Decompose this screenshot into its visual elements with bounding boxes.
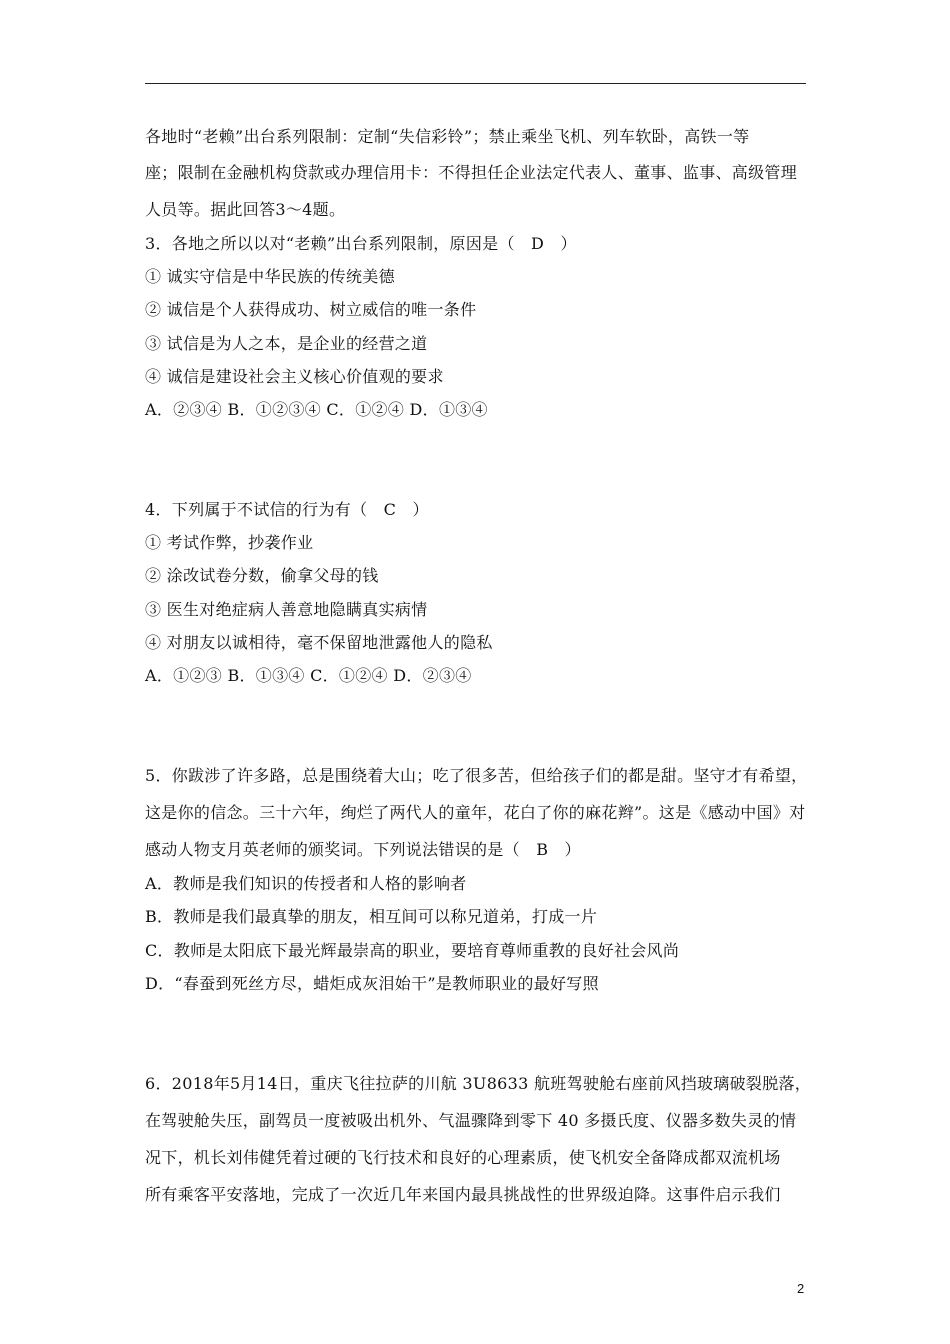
- question-3-option-4: ④ 诚信是建设社会主义核心价值观的要求: [145, 367, 444, 386]
- question-5-stem-line-2: 这是你的信念。三十六年，绚烂了两代人的童年，花白了你的麻花辫”。这是《感动中国》对: [145, 803, 806, 822]
- question-5-option-c: C．教师是太阳底下最光辉最崇高的职业，要培育尊师重教的良好社会风尚: [145, 941, 680, 960]
- intro-line-3: 人员等。据此回答3～4题。: [145, 200, 346, 219]
- question-5-option-b: B．教师是我们最真挚的朋友，相互间可以称兄道弟，打成一片: [145, 907, 598, 926]
- question-3-option-2: ② 诚信是个人获得成功、树立威信的唯一条件: [145, 300, 477, 319]
- question-6-stem-line-2: 在驾驶舱失压，副驾员一度被吸出机外、气温骤降到零下 40 多摄氏度、仪器多数失灵的情: [145, 1111, 797, 1130]
- question-4-option-3: ③ 医生对绝症病人善意地隐瞒真实病情: [145, 600, 428, 619]
- question-6-stem-line-4: 所有乘客平安落地，完成了一次近几年来国内最具挑战性的世界级迫降。这事件启示我们: [145, 1185, 781, 1204]
- question-4-choices: A．①②③ B．①③④ C．①②④ D．②③④: [145, 666, 472, 685]
- question-3-choices: A．②③④ B．①②③④ C．①②④ D．①③④: [145, 400, 488, 419]
- question-3-option-3: ③ 试信是为人之本，是企业的经营之道: [145, 334, 428, 353]
- question-3-stem: 3．各地之所以以对“老赖”出台系列限制，原因是（ D ）: [145, 234, 577, 253]
- question-5-stem-line-3: 感动人物支月英老师的颁奖词。下列说法错误的是（ B ）: [145, 840, 581, 859]
- intro-line-2: 座；限制在金融机构贷款或办理信用卡：不得担任企业法定代表人、董事、监事、高级管理: [145, 163, 798, 182]
- question-6-stem-line-1: 6．2018年5月14日，重庆飞往拉萨的川航 3U8633 航班驾驶舱右座前风挡玻璃破裂脱落，: [145, 1074, 812, 1093]
- question-3-option-1: ① 诚实守信是中华民族的传统美德: [145, 267, 395, 286]
- question-5-option-a: A．教师是我们知识的传授者和人格的影响者: [145, 874, 467, 893]
- question-5-option-d: D．“春蚕到死丝方尽，蜡炬成灰泪始干”是教师职业的最好写照: [145, 974, 599, 993]
- question-4-stem: 4．下列属于不试信的行为有（ C ）: [145, 500, 429, 519]
- header-rule: [145, 83, 806, 84]
- page-number: 2: [797, 1281, 805, 1296]
- intro-line-1: 各地时“老赖”出台系列限制：定制“失信彩铃”；禁止乘坐飞机、列车软卧，高铁一等: [145, 127, 750, 146]
- question-5-stem-line-1: 5．你跋涉了许多路，总是围绕着大山；吃了很多苦，但给孩子们的都是甜。坚守才有希望，: [145, 766, 808, 785]
- question-4-option-1: ① 考试作弊，抄袭作业: [145, 533, 314, 552]
- question-6-stem-line-3: 况下，机长刘伟健凭着过硬的飞行技术和良好的心理素质，使飞机安全备降成都双流机场: [145, 1148, 781, 1167]
- question-4-option-4: ④ 对朋友以诚相待，毫不保留地泄露他人的隐私: [145, 633, 493, 652]
- question-4-option-2: ② 涂改试卷分数，偷拿父母的钱: [145, 566, 379, 585]
